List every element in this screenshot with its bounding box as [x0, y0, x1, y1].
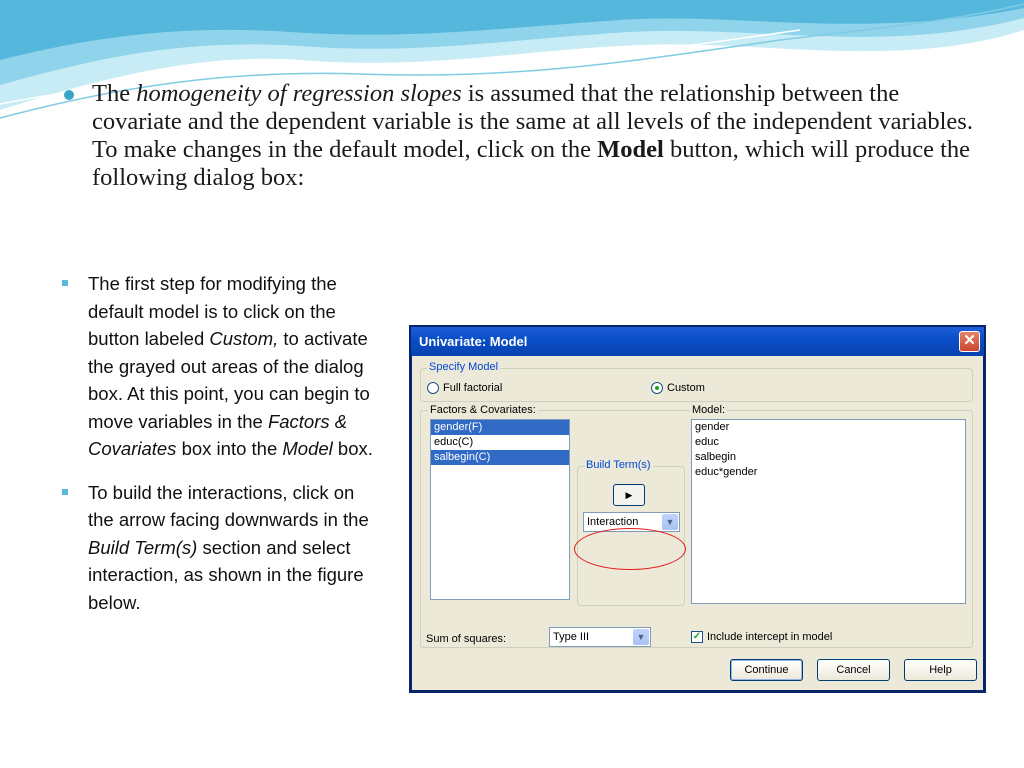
chevron-down-icon[interactable]: ▼: [662, 514, 678, 530]
radio-circle-icon: [427, 382, 439, 394]
list-item[interactable]: gender(F): [431, 420, 569, 435]
full-factorial-radio[interactable]: [427, 382, 502, 394]
factors-covariates-list[interactable]: [430, 419, 570, 600]
bullet-2-text-b: section and select interaction, as shown in the figure below.: [88, 536, 364, 613]
model-label: Model:: [692, 404, 726, 416]
full-factorial-label: Full factorial: [443, 382, 503, 394]
intro-italic-term: homogeneity of regression slopes: [136, 80, 462, 107]
bullet-1-italic-model: Model: [282, 438, 333, 459]
bullet-1-italic-custom: Custom,: [209, 328, 279, 349]
intro-text-2: is assumed that the relationship between the covariate and the dependent variable is the same at all levels of the independent variables. To make changes in the default model, click on the: [92, 80, 973, 163]
list-item[interactable]: salbegin(C): [431, 450, 569, 465]
intro-paragraph: [92, 80, 992, 192]
build-term-type-value: Interaction: [587, 516, 639, 528]
bullet-1-text-c: box into the: [176, 438, 283, 459]
intro-text-1: The: [92, 80, 137, 107]
sum-of-squares-value: Type III: [553, 631, 590, 643]
include-intercept-label: Include intercept in model: [707, 631, 833, 643]
move-to-model-button[interactable]: [613, 484, 645, 506]
dialog-client-area: [412, 356, 983, 690]
list-item[interactable]: gender: [695, 421, 730, 433]
bullet-1-text-a: The first step for modifying the default model is to click on the button labeled: [88, 273, 337, 349]
model-list[interactable]: [691, 419, 966, 604]
arrow-right-icon: ▶: [625, 490, 633, 500]
dialog-title-bar[interactable]: [411, 327, 984, 356]
help-button[interactable]: Help: [904, 659, 977, 681]
sum-of-squares-select[interactable]: [549, 627, 651, 647]
bullet-2-italic-build-terms: Build Term(s): [88, 536, 198, 558]
bullet-dot-icon: [64, 90, 74, 100]
include-intercept-checkbox[interactable]: [691, 631, 832, 643]
square-bullet-icon: [62, 280, 68, 286]
continue-button[interactable]: Continue: [730, 659, 803, 681]
intro-bold-model: Model: [597, 136, 664, 163]
instruction-bullets: [62, 270, 382, 632]
square-bullet-icon: [62, 489, 68, 495]
bullet-1-text-b: to activate the grayed out areas of the dialog box. At this point, you can begin to move variables in the: [88, 328, 370, 432]
bullet-2-text-a: To build the interactions, click on the arrow facing downwards in the: [88, 481, 369, 530]
list-item[interactable]: educ*gender: [695, 466, 758, 478]
custom-label: Custom: [667, 382, 705, 394]
chevron-down-icon[interactable]: ▼: [633, 629, 649, 645]
specify-model-group: [420, 361, 973, 402]
cancel-button[interactable]: Cancel: [817, 659, 890, 681]
highlight-annotation-ellipse: [574, 528, 686, 570]
list-item[interactable]: educ: [695, 436, 719, 448]
univariate-model-dialog: [409, 325, 986, 693]
list-item[interactable]: educ(C): [434, 436, 474, 448]
bullet-1-text-d: box.: [332, 438, 373, 459]
bullet-1-italic-factors: Factors & Covariates: [88, 410, 348, 459]
intro-text-3: button, which will produce the following dialog box:: [92, 136, 971, 191]
specify-model-legend: Specify Model: [429, 361, 499, 373]
radio-selected-icon: [651, 382, 663, 394]
checkmark-icon: ✓: [692, 631, 702, 642]
bullet-item-2: [62, 479, 382, 617]
factors-covariates-label: Factors & Covariates:: [430, 404, 536, 416]
dialog-title: Univariate: Model: [419, 334, 528, 349]
build-terms-legend: Build Term(s): [586, 459, 651, 471]
bullet-item-1: [62, 270, 382, 463]
close-button[interactable]: ✕: [959, 331, 980, 352]
sum-of-squares-label: Sum of squares:: [426, 633, 507, 645]
list-item[interactable]: salbegin: [695, 451, 736, 463]
custom-radio[interactable]: [651, 382, 705, 394]
